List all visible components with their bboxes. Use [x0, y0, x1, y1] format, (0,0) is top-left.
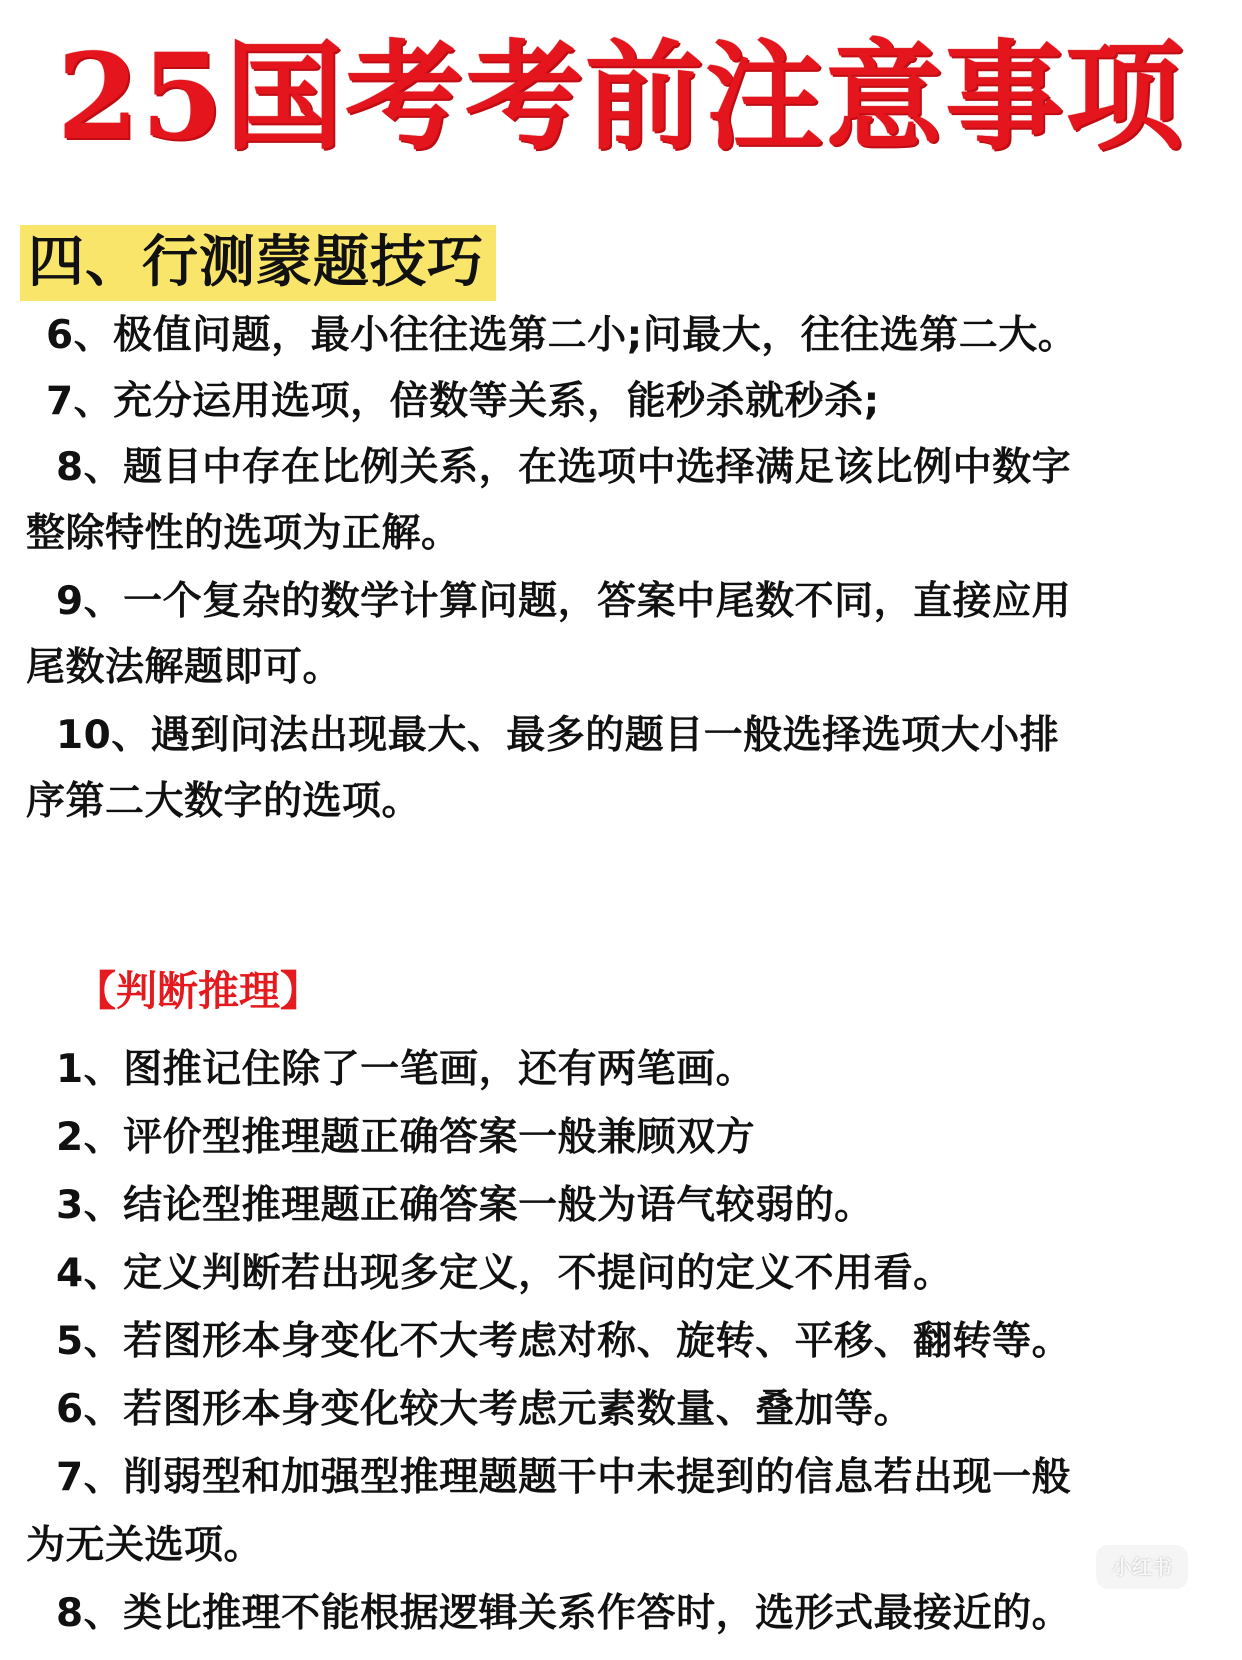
section-heading: 四、行测蒙题技巧 [20, 225, 496, 301]
reasoning-tip-line: 8、类比推理不能根据逻辑关系作答时，选形式最接近的。 [56, 1591, 1072, 1636]
tip-line: 序第二大数字的选项。 [26, 779, 422, 824]
tip-line: 10、遇到问法出现最大、最多的题目一般选择选项大小排 [56, 713, 1060, 758]
tip-line: 7、充分运用选项，倍数等关系，能秒杀就秒杀; [46, 379, 880, 424]
reasoning-tip-line: 7、削弱型和加强型推理题题干中未提到的信息若出现一般 [56, 1455, 1072, 1500]
reasoning-tip-line: 4、定义判断若出现多定义，不提问的定义不用看。 [56, 1251, 953, 1296]
reasoning-subheading: 【判断推理】 [75, 967, 321, 1015]
reasoning-tip-line: 1、图推记住除了一笔画，还有两笔画。 [56, 1047, 756, 1092]
page-title: 25国考考前注意事项 [56, 27, 1186, 166]
reasoning-tip-line: 6、若图形本身变化较大考虑元素数量、叠加等。 [56, 1387, 914, 1432]
tip-line: 整除特性的选项为正解。 [26, 511, 461, 556]
tip-line: 尾数法解题即可。 [26, 645, 343, 690]
tip-line: 8、题目中存在比例关系，在选项中选择满足该比例中数字 [56, 445, 1072, 490]
tip-line: 9、一个复杂的数学计算问题，答案中尾数不同，直接应用 [56, 579, 1072, 624]
watermark-logo: 小红书 [1096, 1545, 1188, 1589]
reasoning-tip-line: 3、结论型推理题正确答案一般为语气较弱的。 [56, 1183, 874, 1228]
reasoning-tip-line: 为无关选项。 [26, 1523, 264, 1568]
reasoning-tip-line: 2、评价型推理题正确答案一般兼顾双方 [56, 1115, 756, 1160]
reasoning-tip-line: 5、若图形本身变化不大考虑对称、旋转、平移、翻转等。 [56, 1319, 1072, 1364]
tip-line: 6、极值问题，最小往往选第二小;问最大，往往选第二大。 [46, 313, 1078, 358]
